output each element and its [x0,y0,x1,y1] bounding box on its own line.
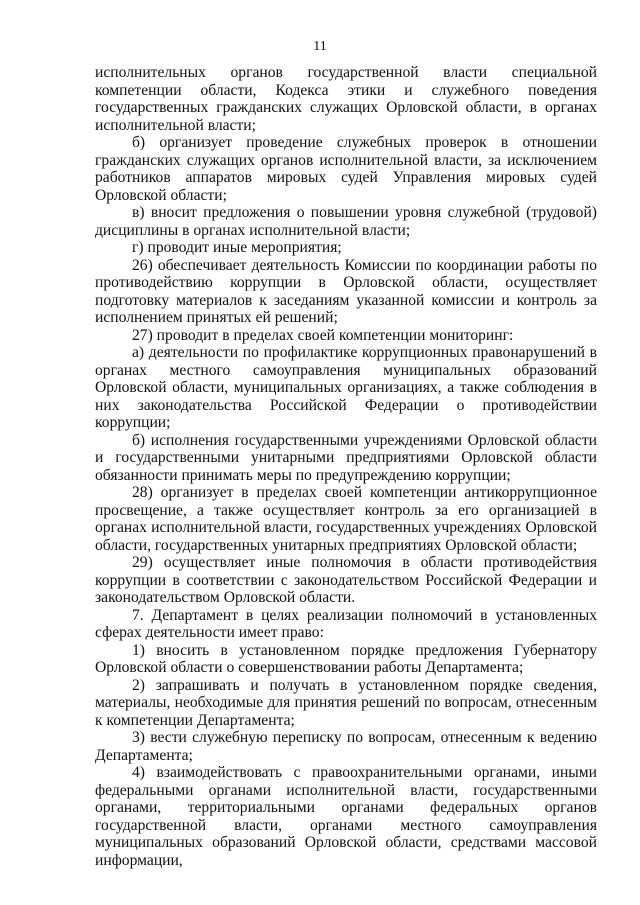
paragraph-item-29: 29) осуществляет иные полномочия в области противодействия коррупции в соответствии с законодательством Российской Федерации и законодательством Орловской области. [95,554,597,606]
paragraph-section-7: 7. Департамент в целях реализации полномочий в установленных сферах деятельности имеет право: [95,606,597,641]
paragraph-item-27: 27) проводит в пределах своей компетенции мониторинг: [132,326,514,344]
paragraph-item-26: 26) обеспечивает деятельность Комиссии по координации работы по противодействию коррупции в Орловской области, осуществляет подготовку материалов к заседаниям указанной комиссии и контроль за исполнением принятых ей решений; [95,256,597,326]
paragraph-item-g: г) проводит иные мероприятия; [132,239,342,256]
paragraph-item-v: в) вносит предложения о повышении уровня служебной (трудовой) дисциплины в органах исполнительной власти; [95,204,597,239]
paragraph-continuation: исполнительных органов государственной власти специальной компетенции области, Кодекса этики и служебного поведения государственных гражданских служащих Орловской области, в органах исполнительной власти; [95,64,597,134]
page-number: 11 [313,39,327,54]
paragraph-item-27b: б) исполнения государственными учреждениями Орловской области и государственными унитарными предприятиями Орловской области обязанности принимать меры по предупреждению коррупции; [95,431,597,484]
paragraph-right-1: 1) вносить в установленном порядке предложения Губернатору Орловской области о совершенствовании работы Департамента; [95,641,597,676]
paragraph-right-2: 2) запрашивать и получать в установленном порядке сведения, материалы, необходимые для принятия решений по вопросам, отнесенным к компетенции Департамента; [95,676,597,729]
paragraph-right-3: 3) вести служебную переписку по вопросам, отнесенным к ведению Департамента; [95,729,597,764]
paragraph-right-4: 4) взаимодействовать с правоохранительными органами, иными федеральными органами исполнительной власти, государственными органами, территориальными органами федеральных органов государственной власти, органами местного самоуправления муниципальных образований Орловской области, средствами массовой информации, [95,764,597,869]
document-body [95,64,597,869]
paragraph-item-27a: а) деятельности по профилактике коррупционных правонарушений в органах местного самоуправления муниципальных образований Орловской области, муниципальных организациях, а также соблюдения в них законодательства Российской Федерации о противодействии коррупции; [95,344,597,431]
paragraph-item-b: б) организует проведение служебных проверок в отношении гражданских служащих органов исполнительной власти, за исключением работников аппаратов мировых судей Управления мировых судей Орловской области; [95,134,597,204]
paragraph-item-28: 28) организует в пределах своей компетенции антикоррупционное просвещение, а также осуществляет контроль за его организацией в органах исполнительной власти, государственных учреждениях Орловской области, государственных унитарных предприятиях Орловской области; [95,484,597,554]
